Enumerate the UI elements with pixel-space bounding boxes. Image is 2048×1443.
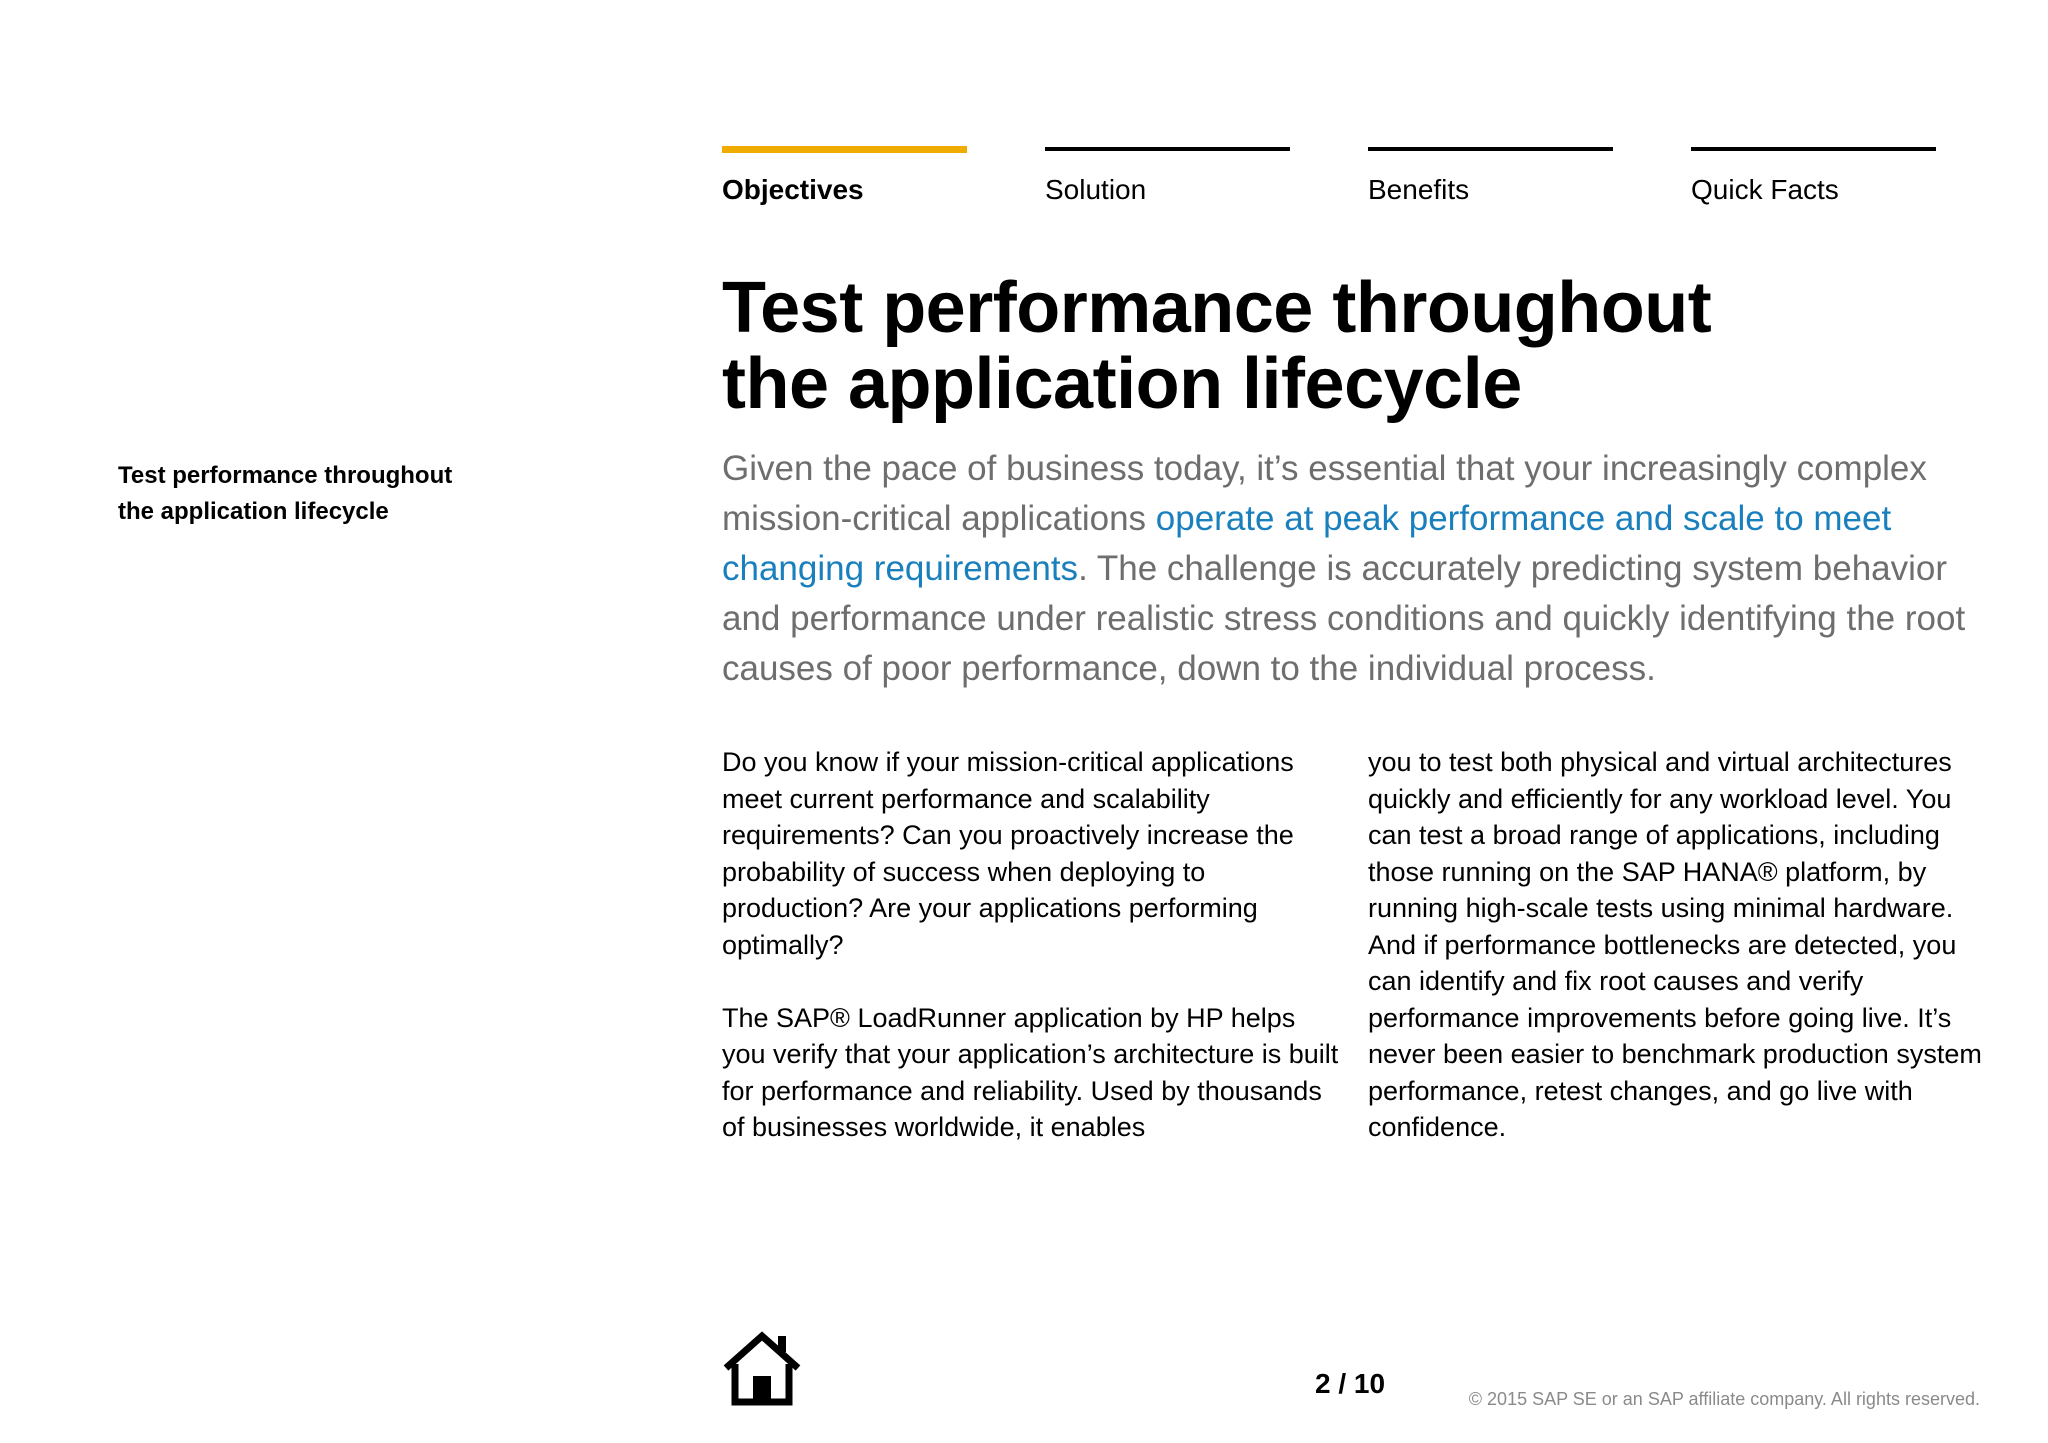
intro-text-after: . The challenge is accurately predicting system behavior and performance under realistic stress conditions and quickly identifying the root causes of poor performance, down to the individual process. <box>722 549 1966 688</box>
tab-indicator-quick-facts <box>1691 147 1936 151</box>
body-paragraph-1: Do you know if your mission-critical applications meet current performance and scalability requirements? Can you proactively increase the probability of success when deploying to production? Are your applications performing optimally? <box>722 747 1294 960</box>
body-paragraph-2-part-2: you to test both physical and virtual architectures quickly and efficiently for any workload level. You can test a broad range of applications, including those running on the SAP HANA® platform, by running high-scale tests using minimal hardware. And if performance bottlenecks are detected, you can identify and fix root causes and verify performance improvements before going live. It’s never been easier to benchmark production system performance, retest changes, and go live with confidence. <box>1368 747 1982 1142</box>
intro-paragraph <box>722 444 1984 694</box>
body-paragraph-2-part-1: The SAP® LoadRunner application by HP helps you verify that your application’s architecture is built for performance and reliability. Used by thousands of businesses worldwide, it enables <box>722 1002 1339 1142</box>
tab-benefits[interactable] <box>1368 147 1613 207</box>
section-tabs <box>722 147 1938 207</box>
tab-label-benefits: Benefits <box>1368 174 1470 205</box>
tab-objectives[interactable] <box>722 147 967 207</box>
tab-indicator-objectives <box>722 146 967 153</box>
home-icon[interactable] <box>722 1330 802 1406</box>
tab-label-objectives: Objectives <box>722 174 864 205</box>
tab-quick-facts[interactable] <box>1691 147 1936 207</box>
intro-highlight-link[interactable]: operate at peak performance and scale to meet changing requirements <box>722 499 1892 588</box>
tab-indicator-solution <box>1045 147 1290 151</box>
body-column-right <box>1368 744 1984 1182</box>
sidebar-title-line-2: the application lifecycle <box>118 498 389 525</box>
intro-text-before: Given the pace of business today, it’s essential that your increasingly complex mission-critical applications <box>722 449 1927 538</box>
sidebar-title <box>118 458 518 530</box>
sidebar-title-line-1: Test performance throughout <box>118 462 453 489</box>
page-title-line-2: the application lifecycle <box>722 344 1522 424</box>
tab-solution[interactable] <box>1045 147 1290 207</box>
page-title <box>722 270 1962 422</box>
copyright-notice: © 2015 SAP SE or an SAP affiliate company. All rights reserved. <box>1468 1389 1980 1409</box>
tab-label-solution: Solution <box>1045 174 1147 205</box>
tab-indicator-benefits <box>1368 147 1613 151</box>
page-number: 2 / 10 <box>1314 1368 1386 1399</box>
body-column-left <box>722 744 1342 1182</box>
page-title-line-1: Test performance throughout <box>722 268 1712 348</box>
tab-label-quick-facts: Quick Facts <box>1691 174 1839 205</box>
